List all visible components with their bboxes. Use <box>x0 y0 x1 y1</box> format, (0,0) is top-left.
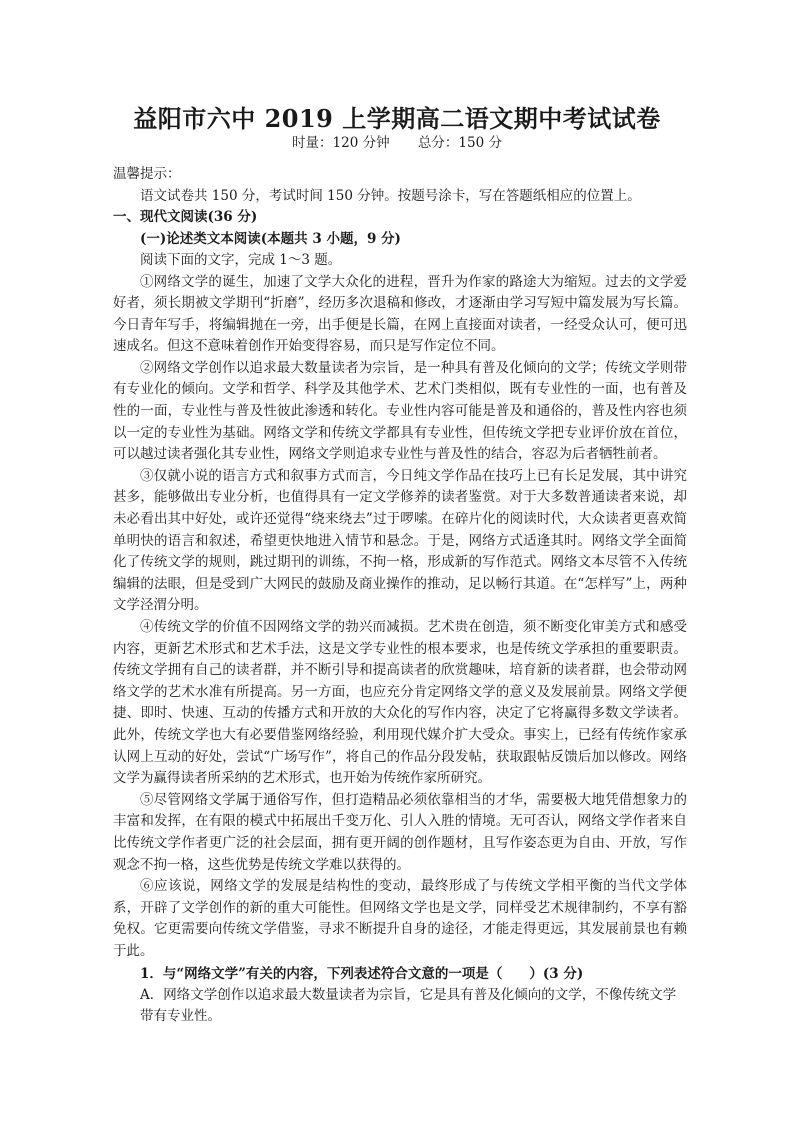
question-1-stem: 1．与“网络文学”有关的内容，下列表述符合文意的一项是（ ）(3 分) <box>140 965 584 982</box>
passage-paragraph: ②网络文学创作以追求最大数量读者为宗旨，是一种具有普及化倾向的文学；传统文学则带有专业化的倾向。文学和哲学、科学及其他学术、艺术门类相似，既有专业性的一面，也有普及性的一面，专业性与普及性彼此渗透和转化。专业性内容可能是普及和通俗的，普及性内容也须以一定的专业性为基础。网络文学和传统文学都具有专业性，但传统文学把专业评价放在首位，可以越过读者强化其专业性，网络文学则追求专业性与普及性的结合，容忍为后者牺牲前者。 <box>113 359 687 463</box>
question-1-option-a: A．网络文学创作以追求最大数量读者为宗旨，它是具有普及化倾向的文学，不像传统文学带有专业性。 <box>140 986 677 1025</box>
passage-paragraph: ⑥应该说，网络文学的发展是结构性的变动，最终形成了与传统文学相平衡的当代文学体系，开辟了文学创作的新的重大可能性。但网络文学也是文学，同样受艺术规律制约，不享有豁免权。它更需要向传统文学借鉴，寻求不断提升自身的途径，才能走得更远，其发展前景也有赖于此。 <box>113 878 687 959</box>
notice-label: 温馨提示： <box>113 166 181 182</box>
passage-paragraph: ③仅就小说的语言方式和叙事方式而言，今日纯文学作品在技巧上已有长足发展，其中讲究甚多，能够做出专业分析，也值得具有一定文学修养的读者鉴赏。对于大多数普通读者来说，却未必看出其中好处，或许还觉得“绕来绕去”过于啰嗦。在碎片化的阅读时代，大众读者更喜欢简单明快的语言和叙述，希望更快地进入情节和悬念。于是，网络方式适逢其时。网络文学全面简化了传统文学的规则，跳过期刊的训练，不拘一格，形成新的写作范式。网络文本尽管不入传统编辑的法眼，但是受到广大网民的鼓励及商业操作的推动，足以畅行其道。在“怎样写”上，两种文学泾渭分明。 <box>113 467 687 614</box>
passage-paragraph: ⑤尽管网络文学属于通俗写作，但打造精品必须依靠相当的才华，需要极大地凭借想象力的丰富和发挥，在有限的模式中拓展出千变万化、引人入胜的情境。无可否认，网络文学作者来自比传统文学作者更广泛的社会层面，拥有更开阔的创作题材，且写作姿态更为自由、开放，写作观念不拘一格，这些优势是传统文学难以获得的。 <box>113 791 687 873</box>
exam-title: 益阳市六中 2019 上学期高二语文期中考试试卷 <box>133 104 661 133</box>
exam-meta <box>0 131 794 151</box>
exam-content <box>113 164 687 1028</box>
section-title: 一、现代文阅读(36 分) <box>113 209 258 225</box>
reading-instruction: 阅读下面的文字，完成 1～3 题。 <box>140 252 342 268</box>
total-score: 总分：150 分 <box>417 135 502 151</box>
notice-text: 语文试卷共 150 分，考试时间 150 分钟。按题号涂卡，写在答题纸相应的位置上。 <box>140 187 641 204</box>
passage-paragraph: ①网络文学的诞生，加速了文学大众化的进程，晋升为作家的路途大为缩短。过去的文学爱好者，须长期被文学期刊“折磨”，经历多次退稿和修改，才逐渐由学习写短中篇发展为写长篇。今日青年写手，将编辑抛在一旁，出手便是长篇，在网上直接面对读者，一经受众认可，便可迅速成名。但这不意味着创作开始变得容易，而只是写作定位不同。 <box>113 273 687 355</box>
subsection-title: (一)论述类文本阅读(本题共 3 小题，9 分) <box>140 230 401 247</box>
passage-paragraph: ④传统文学的价值不因网络文学的勃兴而减损。艺术贵在创造，须不断变化审美方式和感受内容，更新艺术形式和艺术手法，这是文学专业性的根本要求，也是传统文学承担的重要职责。传统文学拥有自己的读者群，并不断引导和提高读者的欣赏趣味，培育新的读者群，也会带动网络文学的艺术水准有所提高。另一方面，也应充分肯定网络文学的意义及发展前景。网络文学便捷、即时、快速、互动的传播方式和开放的大众化的写作内容，决定了它将赢得多数文学读者。此外，传统文学也大有必要借鉴网络经验，利用现代媒介扩大受众。事实上，已经有传统作家承认网上互动的好处，尝试“广场写作”，将自己的作品分段发帖，获取跟帖反馈后加以修改。网络文学为赢得读者所采纳的艺术形式，也开始为传统作家所研究。 <box>113 619 687 787</box>
reading-passage <box>113 272 687 963</box>
time-limit: 时量：120 分钟 <box>292 135 390 151</box>
